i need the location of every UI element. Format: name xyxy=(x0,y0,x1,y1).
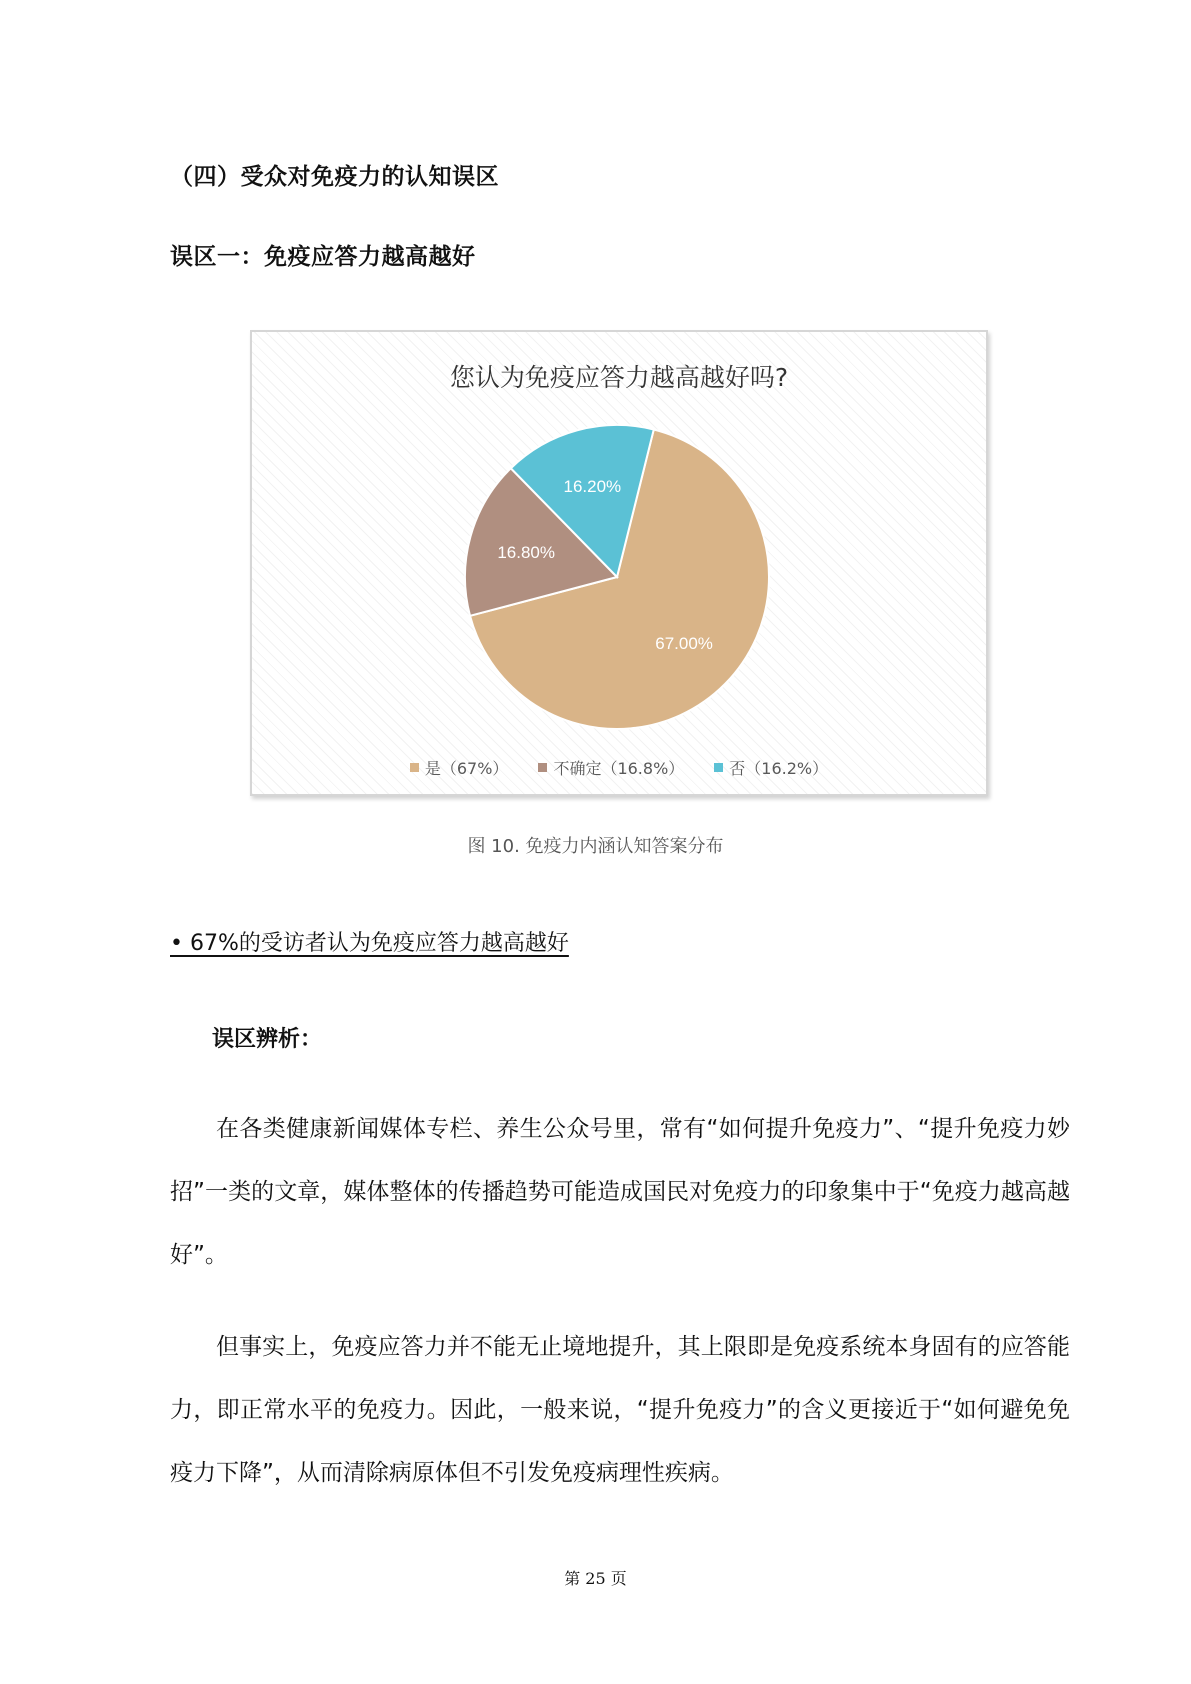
pie-svg xyxy=(252,332,990,798)
legend-swatch xyxy=(714,763,723,772)
legend-item xyxy=(714,756,828,779)
legend-swatch xyxy=(538,763,547,772)
legend-label: 是（67%） xyxy=(424,759,509,778)
slice-data-label: 16.80% xyxy=(497,542,555,562)
paragraph: 在各类健康新闻媒体专栏、养生公众号里，常有“如何提升免疫力”、“提升免疫力妙招”一类的文章，媒体整体的传播趋势可能造成国民对免疫力的印象集中于“免疫力越高越好”。 xyxy=(170,1116,1070,1268)
figure-caption: 图 10. 免疫力内涵认知答案分布 xyxy=(467,836,724,857)
legend-item xyxy=(410,756,509,779)
page-number: 第 25 页 xyxy=(564,1569,627,1588)
legend-swatch xyxy=(410,763,419,772)
chart-legend xyxy=(252,756,986,779)
chart-title: 您认为免疫应答力越高越好吗? xyxy=(449,363,789,392)
section-heading: （四）受众对免疫力的认知误区 xyxy=(170,164,499,190)
slice-data-label: 16.20% xyxy=(563,477,622,497)
legend-item xyxy=(538,756,684,779)
analysis-heading: 误区辨析： xyxy=(212,1027,323,1052)
myth-title: 误区一：免疫应答力越高越好 xyxy=(170,244,476,270)
legend-label: 不确定（16.8%） xyxy=(553,759,685,778)
slice-data-label: 67.00% xyxy=(655,634,713,654)
legend-label: 否（16.2%） xyxy=(729,759,829,778)
pie-chart xyxy=(250,330,988,796)
paragraph: 但事实上，免疫应答力并不能无止境地提升，其上限即是免疫系统本身固有的应答能力，即正常水平的免疫力。因此，一般来说，“提升免疫力”的含义更接近于“如何避免免疫力下降”，从而清除病原体但不引发免疫病理性疾病。 xyxy=(170,1334,1070,1486)
key-finding: • 67%的受访者认为免疫应答力越高越好 xyxy=(170,931,569,956)
